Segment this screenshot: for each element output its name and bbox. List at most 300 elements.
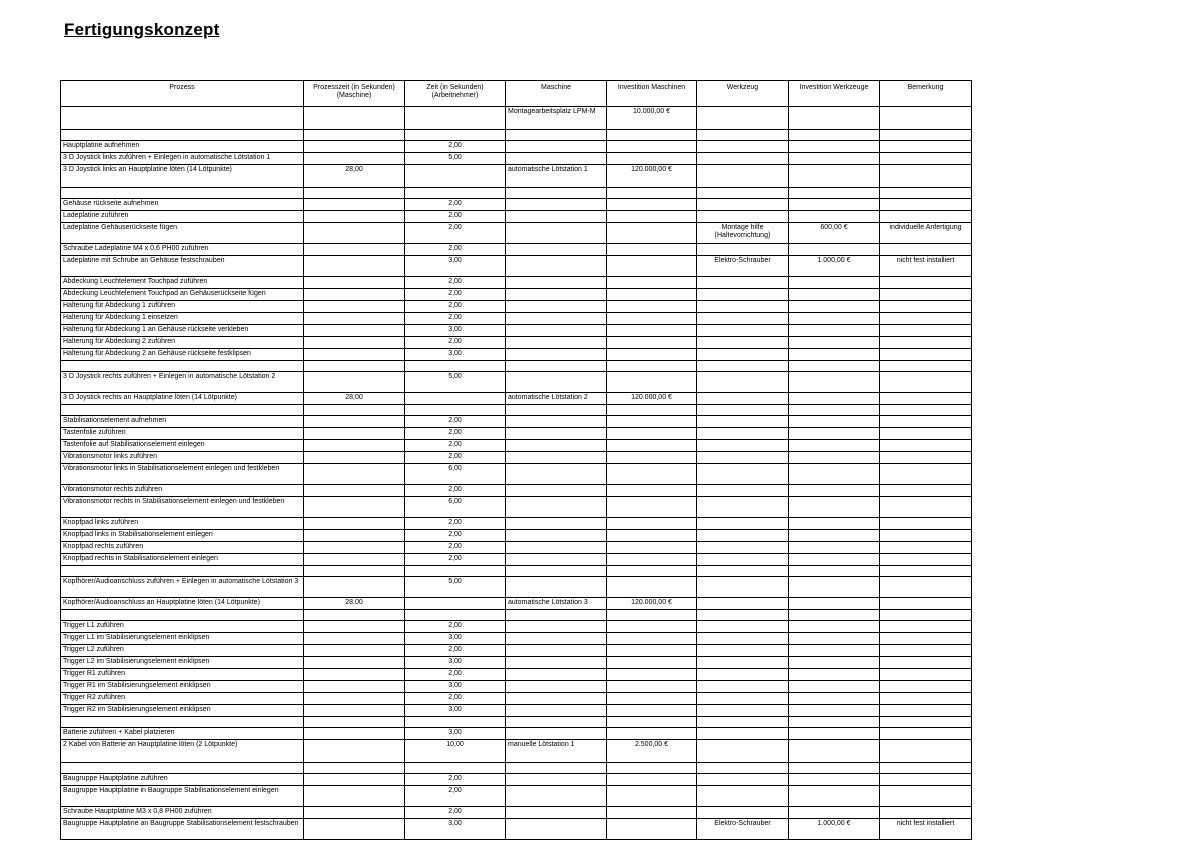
cell-investition-werkzeuge bbox=[789, 681, 880, 693]
cell-maschine: automatische Lötstation 1 bbox=[506, 165, 607, 188]
cell-investition-maschinen bbox=[607, 577, 697, 598]
cell-maschine bbox=[506, 705, 607, 717]
cell-investition-maschinen bbox=[607, 763, 697, 774]
cell-prozess: Knopfpad links in Stabilisationselement einlegen bbox=[61, 530, 304, 542]
cell-investition-maschinen bbox=[607, 452, 697, 464]
table-row bbox=[61, 819, 972, 840]
cell-prozess bbox=[61, 188, 304, 199]
cell-investition-maschinen bbox=[607, 289, 697, 301]
cell-investition-werkzeuge bbox=[789, 774, 880, 786]
cell-prozesszeit bbox=[304, 199, 405, 211]
cell-maschine bbox=[506, 199, 607, 211]
cell-zeit: 5,00 bbox=[405, 577, 506, 598]
cell-investition-werkzeuge bbox=[789, 277, 880, 289]
cell-maschine: Montagearbeitsplatz LPM-M bbox=[506, 107, 607, 130]
cell-bemerkung bbox=[880, 130, 972, 141]
cell-investition-maschinen bbox=[607, 554, 697, 566]
column-header-maschine: Maschine bbox=[506, 81, 607, 107]
table-row bbox=[61, 313, 972, 325]
cell-maschine bbox=[506, 819, 607, 840]
cell-bemerkung bbox=[880, 361, 972, 372]
cell-maschine bbox=[506, 313, 607, 325]
cell-maschine: automatische Lötstation 2 bbox=[506, 393, 607, 405]
cell-investition-maschinen bbox=[607, 405, 697, 416]
cell-maschine bbox=[506, 577, 607, 598]
cell-werkzeug bbox=[697, 530, 789, 542]
cell-investition-werkzeuge bbox=[789, 301, 880, 313]
table-row bbox=[61, 301, 972, 313]
cell-prozess: Abdeckung Leuchtelement Touchpad zuführen bbox=[61, 277, 304, 289]
cell-werkzeug bbox=[697, 774, 789, 786]
cell-prozess: Kopfhörer/Audioanschluss zuführen + Einlegen in automatische Lötstation 3 bbox=[61, 577, 304, 598]
cell-prozess: Halterung für Abdeckung 2 zuführen bbox=[61, 337, 304, 349]
cell-investition-werkzeuge bbox=[789, 633, 880, 645]
cell-prozess: Trigger L1 zuführen bbox=[61, 621, 304, 633]
cell-werkzeug bbox=[697, 464, 789, 485]
cell-bemerkung bbox=[880, 740, 972, 763]
cell-investition-maschinen bbox=[607, 633, 697, 645]
cell-investition-werkzeuge bbox=[789, 349, 880, 361]
cell-prozess: Knopfpad rechts zuführen bbox=[61, 542, 304, 554]
cell-prozesszeit bbox=[304, 130, 405, 141]
cell-investition-werkzeuge bbox=[789, 416, 880, 428]
cell-investition-maschinen bbox=[607, 361, 697, 372]
cell-investition-werkzeuge bbox=[789, 740, 880, 763]
table-row bbox=[61, 542, 972, 554]
cell-werkzeug: Montage hilfe (Haltevorrichtung) bbox=[697, 223, 789, 244]
cell-zeit bbox=[405, 610, 506, 621]
cell-prozess: Ladeplatine mit Schrube an Gehäuse festschrauben bbox=[61, 256, 304, 277]
cell-prozesszeit bbox=[304, 819, 405, 840]
cell-investition-maschinen bbox=[607, 313, 697, 325]
table-row bbox=[61, 657, 972, 669]
table-row bbox=[61, 464, 972, 485]
cell-bemerkung bbox=[880, 717, 972, 728]
cell-werkzeug bbox=[697, 554, 789, 566]
cell-prozesszeit bbox=[304, 223, 405, 244]
cell-investition-werkzeuge bbox=[789, 428, 880, 440]
cell-prozesszeit bbox=[304, 693, 405, 705]
cell-bemerkung bbox=[880, 610, 972, 621]
cell-prozesszeit bbox=[304, 518, 405, 530]
cell-werkzeug bbox=[697, 657, 789, 669]
cell-maschine bbox=[506, 153, 607, 165]
cell-werkzeug bbox=[697, 705, 789, 717]
table-row bbox=[61, 289, 972, 301]
cell-prozess: Halterung für Abdeckung 2 an Gehäuse rückseite festklipsen bbox=[61, 349, 304, 361]
cell-werkzeug bbox=[697, 633, 789, 645]
cell-investition-maschinen bbox=[607, 244, 697, 256]
cell-bemerkung bbox=[880, 153, 972, 165]
cell-investition-maschinen: 120.000,00 € bbox=[607, 165, 697, 188]
table-body bbox=[61, 107, 972, 840]
cell-investition-werkzeuge bbox=[789, 807, 880, 819]
cell-zeit: 6,00 bbox=[405, 497, 506, 518]
cell-prozesszeit bbox=[304, 372, 405, 393]
cell-prozesszeit bbox=[304, 807, 405, 819]
cell-bemerkung bbox=[880, 277, 972, 289]
cell-werkzeug bbox=[697, 452, 789, 464]
cell-werkzeug bbox=[697, 542, 789, 554]
cell-investition-maschinen bbox=[607, 728, 697, 740]
cell-werkzeug: Elektro-Schrauber bbox=[697, 819, 789, 840]
cell-investition-maschinen bbox=[607, 518, 697, 530]
cell-prozesszeit: 28,00 bbox=[304, 393, 405, 405]
cell-prozesszeit bbox=[304, 763, 405, 774]
cell-investition-werkzeuge bbox=[789, 325, 880, 337]
cell-werkzeug bbox=[697, 349, 789, 361]
cell-bemerkung bbox=[880, 645, 972, 657]
cell-prozess: Vibrationsmotor links zuführen bbox=[61, 452, 304, 464]
cell-werkzeug bbox=[697, 485, 789, 497]
cell-maschine bbox=[506, 301, 607, 313]
cell-bemerkung bbox=[880, 633, 972, 645]
table-row bbox=[61, 325, 972, 337]
cell-zeit: 2,00 bbox=[405, 452, 506, 464]
cell-werkzeug bbox=[697, 372, 789, 393]
cell-werkzeug bbox=[697, 807, 789, 819]
cell-zeit: 3,00 bbox=[405, 325, 506, 337]
cell-zeit: 10,00 bbox=[405, 740, 506, 763]
cell-bemerkung bbox=[880, 313, 972, 325]
cell-investition-werkzeuge bbox=[789, 669, 880, 681]
cell-investition-maschinen bbox=[607, 530, 697, 542]
cell-prozess bbox=[61, 405, 304, 416]
cell-prozesszeit bbox=[304, 428, 405, 440]
cell-investition-werkzeuge bbox=[789, 610, 880, 621]
cell-maschine bbox=[506, 621, 607, 633]
cell-investition-werkzeuge bbox=[789, 577, 880, 598]
cell-werkzeug bbox=[697, 277, 789, 289]
table-row bbox=[61, 428, 972, 440]
cell-investition-werkzeuge: 1.000,00 € bbox=[789, 819, 880, 840]
cell-werkzeug bbox=[697, 211, 789, 223]
cell-maschine bbox=[506, 554, 607, 566]
cell-prozesszeit bbox=[304, 728, 405, 740]
cell-bemerkung bbox=[880, 485, 972, 497]
cell-investition-maschinen bbox=[607, 199, 697, 211]
cell-investition-maschinen bbox=[607, 256, 697, 277]
cell-zeit: 3,00 bbox=[405, 349, 506, 361]
cell-maschine bbox=[506, 774, 607, 786]
cell-investition-maschinen: 10.000,00 € bbox=[607, 107, 697, 130]
cell-investition-werkzeuge bbox=[789, 141, 880, 153]
page-title: Fertigungskonzept bbox=[64, 20, 220, 39]
spacer-row bbox=[61, 717, 972, 728]
cell-investition-maschinen bbox=[607, 681, 697, 693]
cell-zeit bbox=[405, 165, 506, 188]
cell-investition-werkzeuge bbox=[789, 621, 880, 633]
cell-investition-werkzeuge bbox=[789, 199, 880, 211]
cell-prozesszeit bbox=[304, 256, 405, 277]
cell-prozesszeit: 28,00 bbox=[304, 165, 405, 188]
cell-zeit bbox=[405, 130, 506, 141]
cell-prozesszeit bbox=[304, 786, 405, 807]
cell-investition-werkzeuge bbox=[789, 130, 880, 141]
cell-werkzeug bbox=[697, 130, 789, 141]
cell-zeit: 2,00 bbox=[405, 786, 506, 807]
cell-zeit: 2,00 bbox=[405, 542, 506, 554]
table-row bbox=[61, 497, 972, 518]
cell-maschine bbox=[506, 717, 607, 728]
cell-investition-werkzeuge bbox=[789, 153, 880, 165]
cell-prozess: Knopfpad rechts in Stabilisationselement einlegen bbox=[61, 554, 304, 566]
cell-bemerkung bbox=[880, 763, 972, 774]
cell-maschine bbox=[506, 141, 607, 153]
table-row bbox=[61, 530, 972, 542]
cell-prozesszeit bbox=[304, 337, 405, 349]
cell-zeit: 2,00 bbox=[405, 774, 506, 786]
cell-zeit: 3,00 bbox=[405, 633, 506, 645]
cell-maschine bbox=[506, 566, 607, 577]
table-row bbox=[61, 786, 972, 807]
cell-investition-werkzeuge bbox=[789, 211, 880, 223]
cell-werkzeug bbox=[697, 416, 789, 428]
cell-prozess bbox=[61, 763, 304, 774]
cell-werkzeug bbox=[697, 361, 789, 372]
cell-investition-maschinen bbox=[607, 705, 697, 717]
cell-bemerkung bbox=[880, 530, 972, 542]
cell-prozess: Baugruppe Hauptplatine zuführen bbox=[61, 774, 304, 786]
cell-zeit: 2,00 bbox=[405, 485, 506, 497]
spacer-row bbox=[61, 566, 972, 577]
cell-prozesszeit bbox=[304, 485, 405, 497]
cell-prozesszeit bbox=[304, 325, 405, 337]
cell-prozess: Vibrationsmotor rechts in Stabilisationselement einlegen und festkleben bbox=[61, 497, 304, 518]
cell-prozesszeit bbox=[304, 669, 405, 681]
cell-investition-werkzeuge bbox=[789, 518, 880, 530]
cell-werkzeug bbox=[697, 763, 789, 774]
cell-investition-maschinen bbox=[607, 277, 697, 289]
cell-prozesszeit bbox=[304, 530, 405, 542]
cell-prozesszeit bbox=[304, 566, 405, 577]
cell-werkzeug bbox=[697, 786, 789, 807]
cell-maschine bbox=[506, 693, 607, 705]
table-row bbox=[61, 277, 972, 289]
cell-investition-maschinen bbox=[607, 717, 697, 728]
cell-prozess bbox=[61, 361, 304, 372]
cell-prozesszeit bbox=[304, 244, 405, 256]
cell-investition-werkzeuge bbox=[789, 728, 880, 740]
cell-prozess: Trigger R1 zuführen bbox=[61, 669, 304, 681]
table-row bbox=[61, 485, 972, 497]
cell-werkzeug bbox=[697, 199, 789, 211]
table-header-row bbox=[61, 81, 972, 107]
cell-investition-werkzeuge bbox=[789, 554, 880, 566]
cell-bemerkung bbox=[880, 693, 972, 705]
cell-bemerkung bbox=[880, 301, 972, 313]
cell-zeit: 3,00 bbox=[405, 681, 506, 693]
cell-bemerkung bbox=[880, 188, 972, 199]
cell-investition-maschinen bbox=[607, 130, 697, 141]
cell-zeit: 2,00 bbox=[405, 554, 506, 566]
cell-investition-werkzeuge bbox=[789, 717, 880, 728]
cell-werkzeug bbox=[697, 393, 789, 405]
cell-prozesszeit bbox=[304, 349, 405, 361]
cell-werkzeug bbox=[697, 301, 789, 313]
cell-bemerkung bbox=[880, 289, 972, 301]
cell-prozess: Abdeckung Leuchtelement Touchpad an Gehäuserückseite fügen bbox=[61, 289, 304, 301]
table-row bbox=[61, 774, 972, 786]
cell-prozess: Trigger L2 im Stabilisierungselement einklipsen bbox=[61, 657, 304, 669]
cell-maschine bbox=[506, 464, 607, 485]
table-row bbox=[61, 740, 972, 763]
cell-investition-werkzeuge bbox=[789, 361, 880, 372]
cell-bemerkung bbox=[880, 807, 972, 819]
cell-maschine bbox=[506, 786, 607, 807]
cell-investition-werkzeuge: 1.000,00 € bbox=[789, 256, 880, 277]
cell-maschine bbox=[506, 610, 607, 621]
cell-werkzeug bbox=[697, 497, 789, 518]
spacer-row bbox=[61, 405, 972, 416]
cell-prozess: Halterung für Abdeckung 1 einsetzen bbox=[61, 313, 304, 325]
cell-prozess: Kopfhörer/Audioanschluss an Hauptplatine löten (14 Lötpunkte) bbox=[61, 598, 304, 610]
cell-investition-werkzeuge bbox=[789, 657, 880, 669]
cell-zeit: 2,00 bbox=[405, 416, 506, 428]
table-row bbox=[61, 337, 972, 349]
cell-prozess: Halterung für Abdeckung 1 zuführen bbox=[61, 301, 304, 313]
table-row bbox=[61, 554, 972, 566]
cell-prozesszeit bbox=[304, 452, 405, 464]
cell-maschine bbox=[506, 361, 607, 372]
table-row bbox=[61, 372, 972, 393]
table-row bbox=[61, 621, 972, 633]
cell-werkzeug bbox=[697, 681, 789, 693]
cell-investition-maschinen bbox=[607, 807, 697, 819]
cell-investition-werkzeuge bbox=[789, 693, 880, 705]
cell-zeit bbox=[405, 405, 506, 416]
cell-investition-werkzeuge bbox=[789, 313, 880, 325]
table-row bbox=[61, 107, 972, 130]
cell-maschine bbox=[506, 807, 607, 819]
table-row bbox=[61, 452, 972, 464]
cell-prozesszeit bbox=[304, 361, 405, 372]
cell-investition-maschinen bbox=[607, 645, 697, 657]
cell-prozess: Trigger R2 im Stabilisierungselement einklipsen bbox=[61, 705, 304, 717]
cell-maschine bbox=[506, 372, 607, 393]
cell-bemerkung bbox=[880, 405, 972, 416]
spacer-row bbox=[61, 188, 972, 199]
cell-investition-maschinen bbox=[607, 188, 697, 199]
cell-investition-werkzeuge: 600,00 € bbox=[789, 223, 880, 244]
cell-zeit: 2,00 bbox=[405, 428, 506, 440]
spacer-row bbox=[61, 361, 972, 372]
production-concept-table bbox=[60, 80, 972, 840]
table-row bbox=[61, 211, 972, 223]
cell-werkzeug bbox=[697, 610, 789, 621]
cell-prozesszeit bbox=[304, 681, 405, 693]
cell-maschine bbox=[506, 325, 607, 337]
cell-investition-werkzeuge bbox=[789, 289, 880, 301]
cell-zeit: 3,00 bbox=[405, 705, 506, 717]
cell-zeit bbox=[405, 107, 506, 130]
cell-zeit: 5,00 bbox=[405, 372, 506, 393]
cell-werkzeug bbox=[697, 740, 789, 763]
cell-investition-maschinen bbox=[607, 325, 697, 337]
cell-investition-werkzeuge bbox=[789, 188, 880, 199]
cell-zeit: 2,00 bbox=[405, 223, 506, 244]
cell-zeit bbox=[405, 361, 506, 372]
cell-maschine bbox=[506, 289, 607, 301]
cell-werkzeug bbox=[697, 428, 789, 440]
cell-bemerkung bbox=[880, 393, 972, 405]
cell-werkzeug bbox=[697, 621, 789, 633]
cell-investition-maschinen: 2.500,00 € bbox=[607, 740, 697, 763]
cell-prozess: Ladeplatine zuführen bbox=[61, 211, 304, 223]
cell-investition-maschinen bbox=[607, 153, 697, 165]
cell-bemerkung bbox=[880, 141, 972, 153]
cell-bemerkung bbox=[880, 542, 972, 554]
cell-prozesszeit bbox=[304, 610, 405, 621]
cell-zeit: 2,00 bbox=[405, 244, 506, 256]
cell-bemerkung bbox=[880, 518, 972, 530]
cell-prozesszeit bbox=[304, 740, 405, 763]
cell-zeit: 2,00 bbox=[405, 141, 506, 153]
cell-prozess: Gehäuse rückseite aufnehmen bbox=[61, 199, 304, 211]
cell-investition-werkzeuge bbox=[789, 786, 880, 807]
spacer-row bbox=[61, 610, 972, 621]
cell-zeit: 2,00 bbox=[405, 669, 506, 681]
cell-maschine bbox=[506, 530, 607, 542]
cell-maschine bbox=[506, 277, 607, 289]
cell-werkzeug bbox=[697, 717, 789, 728]
cell-zeit bbox=[405, 717, 506, 728]
table-row bbox=[61, 256, 972, 277]
cell-werkzeug bbox=[697, 566, 789, 577]
cell-prozesszeit bbox=[304, 554, 405, 566]
cell-zeit bbox=[405, 566, 506, 577]
cell-werkzeug bbox=[697, 107, 789, 130]
cell-investition-maschinen bbox=[607, 566, 697, 577]
cell-werkzeug bbox=[697, 153, 789, 165]
cell-zeit: 2,00 bbox=[405, 693, 506, 705]
cell-bemerkung: nicht fest installiert bbox=[880, 819, 972, 840]
cell-prozesszeit bbox=[304, 440, 405, 452]
cell-maschine bbox=[506, 440, 607, 452]
cell-investition-werkzeuge bbox=[789, 393, 880, 405]
cell-bemerkung bbox=[880, 416, 972, 428]
cell-prozesszeit: 28,00 bbox=[304, 598, 405, 610]
cell-bemerkung bbox=[880, 325, 972, 337]
cell-zeit: 2,00 bbox=[405, 313, 506, 325]
cell-maschine bbox=[506, 256, 607, 277]
cell-prozesszeit bbox=[304, 542, 405, 554]
cell-zeit: 2,00 bbox=[405, 807, 506, 819]
cell-prozess bbox=[61, 107, 304, 130]
cell-prozesszeit bbox=[304, 774, 405, 786]
cell-prozesszeit bbox=[304, 577, 405, 598]
cell-werkzeug bbox=[697, 337, 789, 349]
cell-zeit: 3,00 bbox=[405, 728, 506, 740]
cell-werkzeug bbox=[697, 669, 789, 681]
table-row bbox=[61, 440, 972, 452]
cell-werkzeug bbox=[697, 141, 789, 153]
cell-prozesszeit bbox=[304, 464, 405, 485]
column-header-bemerkung: Bemerkung bbox=[880, 81, 972, 107]
cell-werkzeug bbox=[697, 325, 789, 337]
cell-investition-werkzeuge bbox=[789, 497, 880, 518]
cell-werkzeug bbox=[697, 598, 789, 610]
cell-investition-maschinen bbox=[607, 657, 697, 669]
cell-prozesszeit bbox=[304, 188, 405, 199]
cell-maschine bbox=[506, 244, 607, 256]
cell-zeit: 2,00 bbox=[405, 199, 506, 211]
cell-bemerkung bbox=[880, 577, 972, 598]
cell-bemerkung bbox=[880, 199, 972, 211]
cell-werkzeug bbox=[697, 313, 789, 325]
cell-prozesszeit bbox=[304, 621, 405, 633]
cell-zeit: 2,00 bbox=[405, 530, 506, 542]
